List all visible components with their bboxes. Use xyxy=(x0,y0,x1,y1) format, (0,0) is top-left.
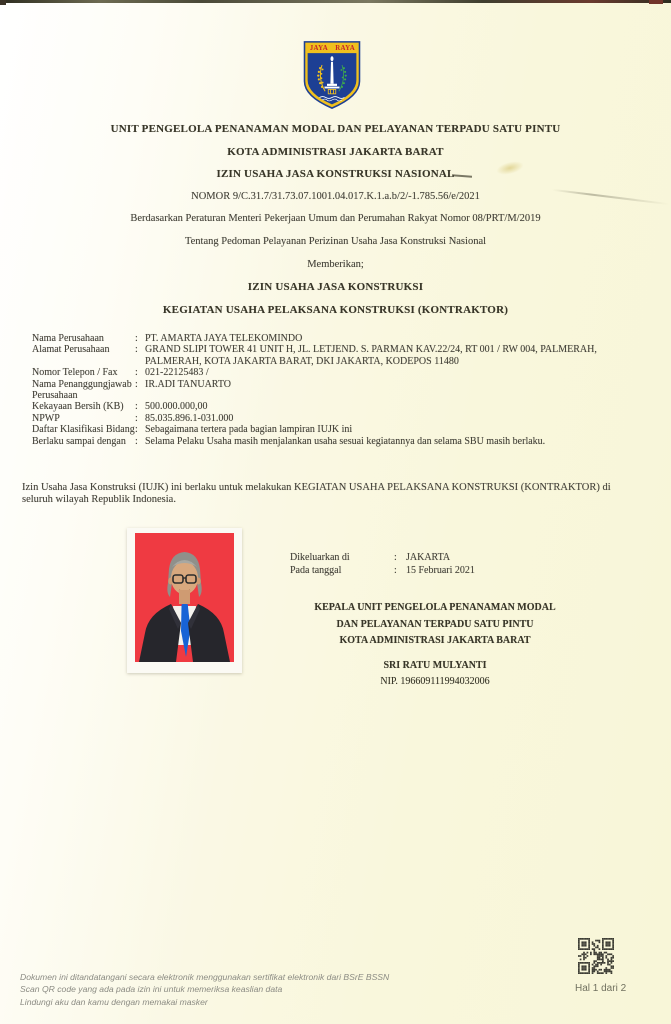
detail-colon: : xyxy=(135,367,138,379)
detail-row-net-worth xyxy=(32,401,638,412)
detail-value: GRAND SLIPI TOWER 41 UNIT H, JL. LETJEND. S. PARMAN KAV.22/24, RT 001 / RW 004, PALMERAH, PALMERAH, KOTA JAKARTA BARAT, DKI JAKARTA, KODEPOS 11480 xyxy=(145,344,597,367)
emblem-motto-right: RAYA xyxy=(335,45,356,52)
detail-row-phone-fax xyxy=(32,367,638,378)
scan-edge-artifact xyxy=(0,0,671,3)
qr-code xyxy=(578,938,614,974)
scan-corner-mark xyxy=(649,0,663,4)
footer-note-line3: Lindungi aku dan kamu dengan memakai masker xyxy=(20,996,208,1007)
signatory-name: SRI RATU MULYANTI xyxy=(383,659,487,671)
detail-label: Alamat Perusahaan xyxy=(32,344,110,356)
issuance-block xyxy=(290,551,620,577)
detail-value: 500.000.000,00 xyxy=(145,401,208,413)
detail-row-classification xyxy=(32,424,638,435)
detail-label: Nomor Telepon / Fax xyxy=(32,367,118,379)
detail-row-npwp xyxy=(32,413,638,424)
detail-value: Selama Pelaku Usaha masih menjalankan usaha sesuai kegiatannya dan selama SBU masih berlaku. xyxy=(145,435,546,447)
detail-value: PT. AMARTA JAYA TELEKOMINDO xyxy=(145,333,303,344)
document-number: NOMOR 9/C.31.7/31.73.07.1001.04.017.K.1.a.b/2/-1.785.56/e/2021 xyxy=(191,190,480,202)
footer-note-line2: Scan QR code yang ada pada izin ini untuk memeriksa keaslian data xyxy=(20,984,283,995)
issued-on-row xyxy=(290,564,620,577)
issued-at-value: JAKARTA xyxy=(406,552,451,563)
detail-value: 85.035.896.1-031.000 xyxy=(145,412,234,424)
grant-word: Memberikan; xyxy=(307,258,364,270)
detail-colon: : xyxy=(394,552,397,563)
license-titles xyxy=(0,276,671,321)
document-header xyxy=(0,118,671,276)
detail-label: Nama Penanggungjawab Perusahaan xyxy=(32,378,132,402)
detail-row-company-address xyxy=(32,344,638,367)
detail-label: Nama Perusahaan xyxy=(32,333,104,344)
license-title-2: KEGIATAN USAHA PELAKSANA KONSTRUKSI (KONTRAKTOR) xyxy=(162,303,509,316)
detail-value: IR.ADI TANUARTO xyxy=(145,378,232,390)
detail-row-validity xyxy=(32,436,638,447)
signatory-title-line2: DAN PELAYANAN TERPADU SATU PINTU xyxy=(336,618,534,630)
detail-colon: : xyxy=(135,378,138,390)
legal-subject: Tentang Pedoman Pelayanan Perizinan Usaha Jasa Konstruksi Nasional xyxy=(184,235,487,247)
detail-label: NPWP xyxy=(32,412,60,424)
detail-value: 021-22125483 / xyxy=(145,367,209,379)
signatory-title-line3: KOTA ADMINISTRASI JAKARTA BARAT xyxy=(339,635,531,647)
emblem-motto-left: JAYA xyxy=(309,45,329,52)
detail-colon: : xyxy=(135,333,138,344)
document-title: IZIN USAHA JASA KONSTRUKSI NASIONAL xyxy=(216,168,455,181)
jakarta-coat-of-arms-icon xyxy=(292,40,372,110)
issued-at-label: Dikeluarkan di xyxy=(290,552,350,563)
signatory-title-line1: KEPALA UNIT PENGELOLA PENANAMAN MODAL xyxy=(314,602,556,613)
scan-corner-mark xyxy=(0,0,6,5)
detail-label: Kekayaan Bersih (KB) xyxy=(32,401,124,413)
validity-statement: Izin Usaha Jasa Konstruksi (IUJK) ini berlaku untuk melakukan KEGIATAN USAHA PELAKSANA KONSTRUKSI (KONTRAKTOR) di seluruh wilayah Republik Indonesia. xyxy=(22,482,611,505)
footer-note-line1: Dokumen ini ditandatangani secara elektronik menggunakan sertifikat elektronik dari BSrE BSSN xyxy=(20,972,390,982)
detail-colon: : xyxy=(135,401,138,413)
signatory-nip: NIP. 196609111994032006 xyxy=(380,675,490,687)
detail-colon: : xyxy=(135,424,138,436)
issued-at-row xyxy=(290,551,620,564)
issuing-org-line1: UNIT PENGELOLA PENANAMAN MODAL DAN PELAYANAN TERPADU SATU PINTU xyxy=(110,123,561,135)
legal-basis: Berdasarkan Peraturan Menteri Pekerjaan Umum dan Perumahan Rakyat Nomor 08/PRT/M/2019 xyxy=(130,213,541,225)
signature-block xyxy=(281,600,589,690)
detail-label: Daftar Klasifikasi Bidang xyxy=(32,424,135,436)
detail-colon: : xyxy=(394,565,397,576)
footer-notes xyxy=(20,971,440,1008)
company-details xyxy=(32,333,638,447)
page-indicator: Hal 1 dari 2 xyxy=(575,983,627,994)
issued-on-value: 15 Februari 2021 xyxy=(406,565,475,576)
applicant-photo xyxy=(127,528,242,673)
issued-on-label: Pada tanggal xyxy=(290,565,342,576)
detail-row-company-name xyxy=(32,333,638,344)
detail-label: Berlaku sampai dengan xyxy=(32,435,126,447)
detail-colon: : xyxy=(135,435,138,447)
issuing-org-line2: KOTA ADMINISTRASI JAKARTA BARAT xyxy=(227,145,444,158)
detail-value: Sebagaimana tertera pada bagian lampiran IUJK ini xyxy=(145,424,353,436)
detail-row-responsible-person xyxy=(32,379,638,402)
detail-colon: : xyxy=(135,344,138,356)
detail-colon: : xyxy=(135,412,138,424)
license-title-1: IZIN USAHA JASA KONSTRUKSI xyxy=(247,281,424,293)
